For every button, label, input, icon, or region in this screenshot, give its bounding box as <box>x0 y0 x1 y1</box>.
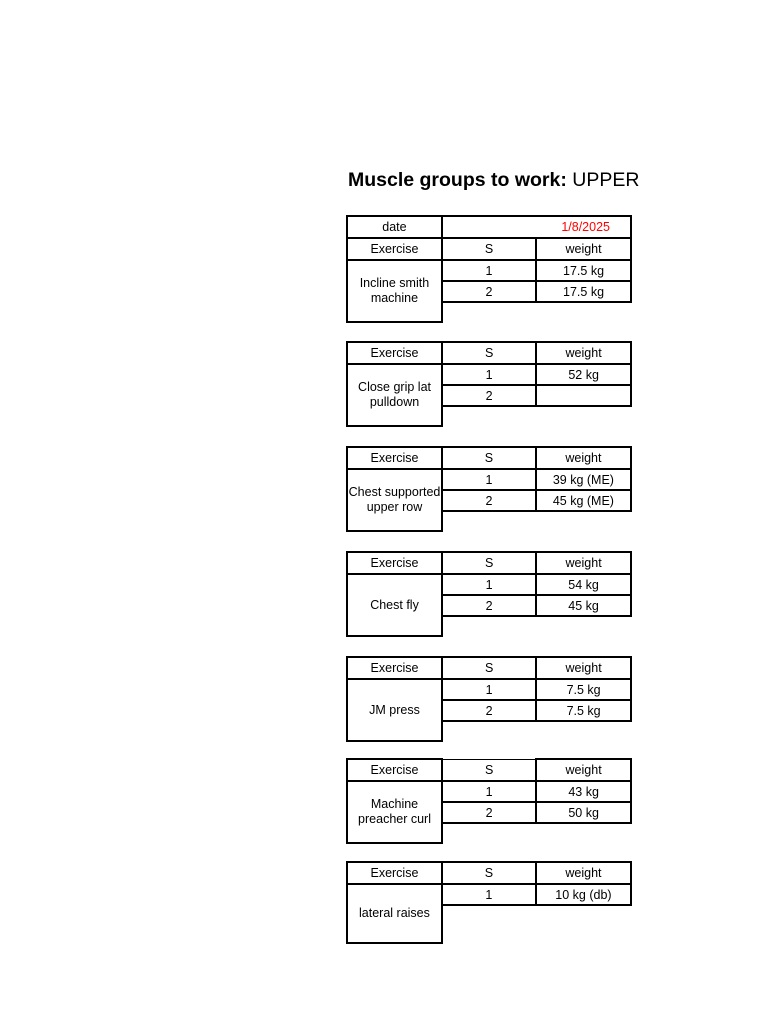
set-number: 2 <box>442 700 536 721</box>
date-value: 1/8/2025 <box>442 216 631 238</box>
exercise-header: Exercise <box>347 862 442 884</box>
exercise-name: Chest fly <box>347 574 442 636</box>
weight-value: 7.5 kg <box>536 700 631 721</box>
weight-value: 39 kg (ME) <box>536 469 631 490</box>
exercise-name: Incline smith machine <box>347 260 442 322</box>
set-header: S <box>442 552 536 574</box>
exercise-header: Exercise <box>347 447 442 469</box>
set-header: S <box>442 447 536 469</box>
exercise-table-2 <box>346 341 632 427</box>
set-number: 1 <box>442 574 536 595</box>
exercise-name: Machine preacher curl <box>347 781 442 843</box>
exercise-header: Exercise <box>347 657 442 679</box>
weight-header: weight <box>536 447 631 469</box>
weight-header: weight <box>536 238 631 260</box>
exercise-table-7 <box>346 861 632 944</box>
exercise-header: Exercise <box>347 342 442 364</box>
set-number: 2 <box>442 595 536 616</box>
set-number: 2 <box>442 802 536 823</box>
set-number: 1 <box>442 884 536 905</box>
weight-value: 10 kg (db) <box>536 884 631 905</box>
page-title <box>348 169 648 191</box>
set-number: 1 <box>442 679 536 700</box>
weight-value: 17.5 kg <box>536 260 631 281</box>
weight-value: 50 kg <box>536 802 631 823</box>
exercise-table-4 <box>346 551 632 637</box>
title-label: Muscle groups to work: <box>348 169 567 191</box>
set-number: 1 <box>442 781 536 802</box>
set-number: 1 <box>442 260 536 281</box>
set-header: S <box>442 238 536 260</box>
weight-value: 7.5 kg <box>536 679 631 700</box>
weight-header: weight <box>536 342 631 364</box>
weight-header: weight <box>536 552 631 574</box>
set-header: S <box>442 657 536 679</box>
set-number: 2 <box>442 385 536 406</box>
exercise-table-6 <box>346 758 632 844</box>
set-header: S <box>442 759 536 781</box>
exercise-name: JM press <box>347 679 442 741</box>
weight-value: 17.5 kg <box>536 281 631 302</box>
set-number: 1 <box>442 364 536 385</box>
exercise-table-1 <box>346 215 632 323</box>
set-number: 2 <box>442 281 536 302</box>
exercise-name: lateral raises <box>347 884 442 943</box>
weight-value: 45 kg (ME) <box>536 490 631 511</box>
weight-header: weight <box>536 862 631 884</box>
exercise-name: Chest supported upper row <box>347 469 442 531</box>
exercise-table-5 <box>346 656 632 742</box>
weight-header: weight <box>536 657 631 679</box>
title-value: UPPER <box>572 169 640 191</box>
set-header: S <box>442 342 536 364</box>
set-number: 1 <box>442 469 536 490</box>
weight-value: 43 kg <box>536 781 631 802</box>
exercise-header: Exercise <box>347 759 442 781</box>
set-number: 2 <box>442 490 536 511</box>
set-header: S <box>442 862 536 884</box>
exercise-header: Exercise <box>347 238 442 260</box>
weight-value: 52 kg <box>536 364 631 385</box>
exercise-name: Close grip lat pulldown <box>347 364 442 426</box>
weight-value <box>536 385 631 406</box>
weight-value: 54 kg <box>536 574 631 595</box>
exercise-table-3 <box>346 446 632 532</box>
date-label: date <box>347 216 442 238</box>
weight-header: weight <box>536 759 631 781</box>
weight-value: 45 kg <box>536 595 631 616</box>
exercise-header: Exercise <box>347 552 442 574</box>
